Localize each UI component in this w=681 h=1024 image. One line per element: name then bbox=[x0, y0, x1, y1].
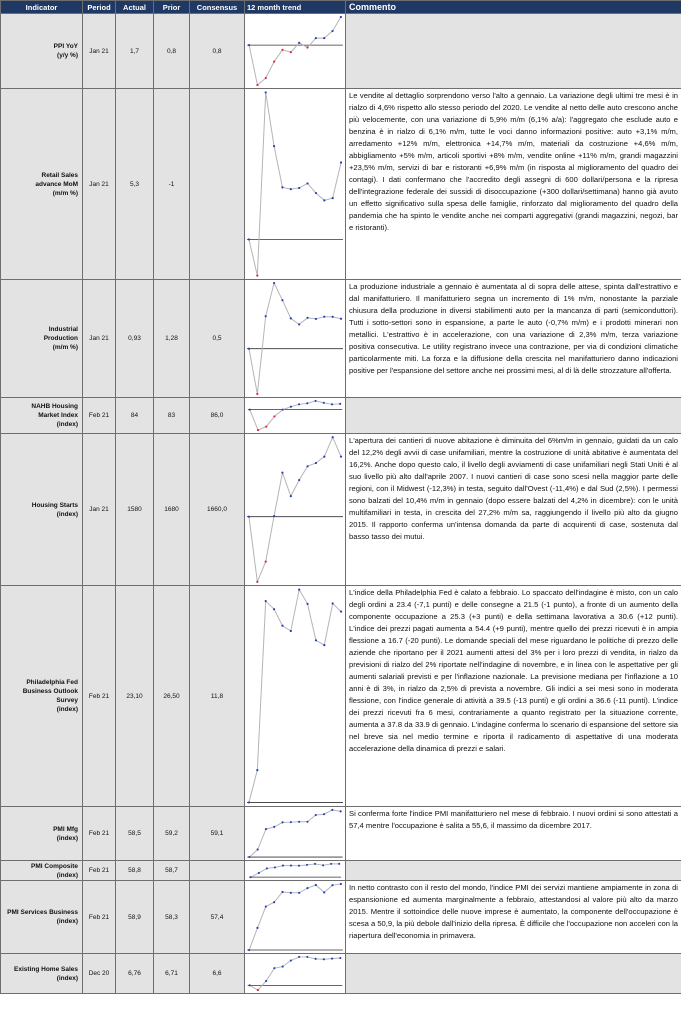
trend-line bbox=[249, 884, 341, 950]
trend-point bbox=[248, 516, 250, 518]
trend-point bbox=[265, 561, 267, 563]
indicator-row bbox=[1, 861, 681, 881]
indicator-row bbox=[1, 398, 681, 434]
consensus-cell: 57,4 bbox=[190, 881, 245, 954]
actual-cell: 5,3 bbox=[116, 89, 154, 280]
consensus-cell: 6,6 bbox=[190, 954, 245, 994]
trend-point bbox=[248, 856, 250, 858]
trend-point bbox=[256, 393, 258, 395]
indicator-name: Industrial Production (m/m %) bbox=[1, 280, 83, 398]
trend-point bbox=[331, 958, 333, 960]
trend-line bbox=[249, 283, 341, 394]
trend-point bbox=[298, 865, 300, 867]
trend-line bbox=[249, 437, 341, 582]
trend-point bbox=[331, 884, 333, 886]
trend-point bbox=[290, 821, 292, 823]
trend-point bbox=[298, 479, 300, 481]
trend-point bbox=[315, 37, 317, 39]
trend-point bbox=[273, 967, 275, 969]
indicator-name: NAHB Housing Market Index (index) bbox=[1, 398, 83, 434]
trend-point bbox=[256, 927, 258, 929]
indicator-row bbox=[1, 434, 681, 586]
indicator-name: PMI Composite (index) bbox=[1, 861, 83, 881]
trend-point bbox=[281, 49, 283, 51]
trend-point bbox=[298, 821, 300, 823]
trend-point bbox=[281, 821, 283, 823]
trend-point bbox=[265, 828, 267, 830]
trend-chart bbox=[245, 89, 346, 280]
comment-cell bbox=[346, 14, 681, 89]
trend-point bbox=[331, 809, 333, 811]
trend-point bbox=[290, 406, 292, 408]
trend-point bbox=[249, 984, 251, 986]
trend-point bbox=[281, 186, 283, 188]
trend-point bbox=[273, 145, 275, 147]
trend-point bbox=[340, 883, 342, 885]
trend-point bbox=[332, 602, 334, 604]
trend-point bbox=[265, 905, 267, 907]
actual-cell: 0,93 bbox=[116, 280, 154, 398]
trend-point bbox=[330, 863, 332, 865]
indicator-name: Philadelphia Fed Business Outlook Survey (index) bbox=[1, 586, 83, 807]
trend-point bbox=[281, 472, 283, 474]
consensus-cell: 59,1 bbox=[190, 807, 245, 861]
prior-cell: 58,3 bbox=[154, 881, 190, 954]
trend-chart bbox=[245, 586, 346, 807]
consensus-cell: 1660,0 bbox=[190, 434, 245, 586]
trend-point bbox=[323, 958, 325, 960]
trend-point bbox=[298, 187, 300, 189]
header-consensus: Consensus bbox=[190, 1, 245, 14]
actual-cell: 23,10 bbox=[116, 586, 154, 807]
trend-point bbox=[306, 46, 308, 48]
trend-point bbox=[338, 863, 340, 865]
trend-point bbox=[306, 603, 308, 605]
trend-point bbox=[306, 821, 308, 823]
trend-point bbox=[306, 182, 308, 184]
actual-cell: 1,7 bbox=[116, 14, 154, 89]
trend-point bbox=[256, 581, 258, 583]
comment-cell: Si conferma forte l'indice PMI manifatturiero nel mese di febbraio. I nuovi ordini si sono attestati a 57,4 mentre l'occupazione è salita a 55,6, il massimo da dicembre 2017. bbox=[346, 807, 681, 861]
trend-chart bbox=[245, 881, 346, 954]
indicator-row bbox=[1, 89, 681, 280]
sparkline bbox=[245, 954, 345, 993]
trend-point bbox=[315, 958, 317, 960]
sparkline bbox=[245, 280, 345, 397]
trend-line bbox=[249, 92, 341, 275]
trend-point bbox=[298, 956, 300, 958]
trend-point bbox=[266, 867, 268, 869]
consensus-cell: 0,5 bbox=[190, 280, 245, 398]
trend-point bbox=[340, 456, 342, 458]
trend-point bbox=[248, 348, 250, 350]
trend-point bbox=[290, 959, 292, 961]
trend-point bbox=[265, 77, 267, 79]
trend-line bbox=[249, 810, 340, 857]
period-cell: Feb 21 bbox=[83, 807, 116, 861]
trend-point bbox=[306, 956, 308, 958]
period-cell: Feb 21 bbox=[83, 586, 116, 807]
trend-point bbox=[273, 608, 275, 610]
indicator-row bbox=[1, 954, 681, 994]
header-row bbox=[1, 1, 681, 14]
sparkline bbox=[245, 398, 345, 433]
prior-cell: 0,8 bbox=[154, 14, 190, 89]
trend-point bbox=[306, 402, 308, 404]
indicator-name: Housing Starts (index) bbox=[1, 434, 83, 586]
actual-cell: 58,5 bbox=[116, 807, 154, 861]
trend-point bbox=[340, 318, 342, 320]
trend-point bbox=[298, 323, 300, 325]
actual-cell: 84 bbox=[116, 398, 154, 434]
trend-point bbox=[340, 161, 342, 163]
trend-point bbox=[282, 966, 284, 968]
trend-line bbox=[251, 864, 339, 877]
sparkline bbox=[245, 14, 345, 88]
comment-cell: Le vendite al dettaglio sorprendono verso l'alto a gennaio. La variazione degli ultimi tre mesi è in rialzo di 4,6% rispetto allo stesso periodo del 2020. Le vendite al netto delle auto crescono anche più velocemente, con una variazione di 5,9% m/m (6,1% a/a): l'aggregato che esclude auto e benzina è in rialzo di 6,1% m/m, tutte le voci danno informazioni positive: auto +3,1% m/m, arredamento +12% m/m, elettronica +14,7% m/m, materiali da costruzione +4,6% m/m, abbigliamento +5% m/m, articoli sportivi +8% m/m, vendite online +11% m/m, grandi magazzini +23,5% m/m, servizi di bar e ristoranti +6,9% m/m (in risposta al miglioramento del quadro dei contagi). I dati confermano che l'accredito degli assegni di 600 dollari/persona e la ripresa dell'integrazione federale dei sussidi di disoccupazione (+300 dollari/settimana) hanno già avuto un effetto significativo sulla spesa delle famiglie, rinforzato dal miglioramento del quadro della pandemia che ha spinto le vendite anche nei comparti aggregativi (grandi magazzini, negozi, bar e ristoranti). bbox=[346, 89, 681, 280]
trend-point bbox=[265, 91, 267, 93]
sparkline bbox=[245, 807, 345, 860]
trend-point bbox=[281, 625, 283, 627]
actual-cell: 58,8 bbox=[116, 861, 154, 881]
trend-point bbox=[306, 887, 308, 889]
comment-cell bbox=[346, 954, 681, 994]
trend-point bbox=[256, 84, 258, 86]
trend-point bbox=[250, 876, 252, 878]
trend-point bbox=[248, 801, 250, 803]
header-trend: 12 month trend bbox=[245, 1, 346, 14]
prior-cell: 1680 bbox=[154, 434, 190, 586]
period-cell: Feb 21 bbox=[83, 861, 116, 881]
trend-chart bbox=[245, 14, 346, 89]
trend-point bbox=[273, 901, 275, 903]
trend-point bbox=[281, 891, 283, 893]
trend-point bbox=[323, 813, 325, 815]
actual-cell: 1580 bbox=[116, 434, 154, 586]
trend-point bbox=[306, 317, 308, 319]
trend-point bbox=[273, 415, 275, 417]
trend-point bbox=[315, 318, 317, 320]
indicator-name: PMI Services Business (index) bbox=[1, 881, 83, 954]
period-cell: Feb 21 bbox=[83, 881, 116, 954]
consensus-cell: 86,0 bbox=[190, 398, 245, 434]
trend-point bbox=[315, 192, 317, 194]
prior-cell: 59,2 bbox=[154, 807, 190, 861]
comment-cell: In netto contrasto con il resto del mondo, l'indice PMI dei servizi mantiene ampiamente in zona di espansionione ed aumenta marginalmente a febbraio, attestandosi al valore più alto da marzo 2015. Mentre il sottoindice delle nuove imprese è aumentato, la componente dell'occupazione è scesa a 50,9, la più debole dall'inizio della ripresa. È difficile che l'occupazione non acceleri con la riapertura dell'economia in primavera. bbox=[346, 881, 681, 954]
trend-point bbox=[290, 188, 292, 190]
period-cell: Jan 21 bbox=[83, 280, 116, 398]
comment-cell: L'indice della Philadelphia Fed è calato a febbraio. Lo spaccato dell'indagine è misto, con un calo degli ordini a 23.4 (-7,1 punti) e delle consegne a 21.5 (-1 punto), a fronte di un aumento della componente occupazione a 25.3 (+3 punti) e della settimana lavorativa a 30.6 (+12 punti). L'indice dei prezzi pagati aumenta a 54.4 (+9 punti), mentre quello dei prezzi ricevuti è in ampia flessione a 16.7 (-20 punti). Le domande speciali del mese riguardano le politiche di prezzo delle aziende che riportano per il 2021 aumenti attesi del 3% per i loro prezzi di vendita, in rialzo da previsioni di rialzo del 2% riportate nell'indagine di novembre, e in linea con le aspettative per gli aumenti salariali previsti e per l'inflazione nazionale. La previsione mediana per l'inflazione a 10 anni è di 3%, in rialzo da 2,5% di prevista a novembre. Gli indici a sei mesi sono in moderata flessione, con l'indice generale di attività a 39.5 (-13 punti) e gli ordini a 36.6 (-11 punti). L'indice dei prezzi ricevuti fra 6 mesi, contrariamente a quanto registrato per la situazione corrente, aumenta a 37.8 da 33.9 di gennaio. L'indagine conferma lo scenario di espansione del settore sia nel breve sia nel medio termine e riporta il radicamento di aspettative di una moderata accelerazione della dinamica di prezzi e salari. bbox=[346, 586, 681, 807]
trend-point bbox=[314, 863, 316, 865]
period-cell: Jan 21 bbox=[83, 434, 116, 586]
trend-point bbox=[315, 814, 317, 816]
period-cell: Dec 20 bbox=[83, 954, 116, 994]
actual-cell: 58,9 bbox=[116, 881, 154, 954]
comment-cell bbox=[346, 861, 681, 881]
trend-point bbox=[248, 238, 250, 240]
trend-point bbox=[323, 199, 325, 201]
comment-cell: La produzione industriale a gennaio è aumentata al di sopra delle attese, spinta dall'estrattivo e dal manifatturiero. Il manifatturiero segna un incremento di 1% m/m, nonostante la parziale chiusura della produzione in diversi stabilimenti auto per la mancanza di parti (semiconduttori). Tutti i sotto-settori sono in espansione, a parte le auto (-0,7% m/m) e i prodotti minerari non metallici. L'estrattivo è in accelerazione, con una variazione di 2,3% m/m, terza variazione positiva consecutiva. Le utility registrano invece una contrazione, per via di condizioni climatiche particolarmente miti. La forza e la diffusione della crescita nel manifatturiero danno indicazioni positive per l'espansione del settore anche nei prossimi mesi, al di là delle strozzature all'offerta. bbox=[346, 280, 681, 398]
prior-cell: 26,50 bbox=[154, 586, 190, 807]
trend-point bbox=[274, 866, 276, 868]
indicator-row bbox=[1, 807, 681, 861]
trend-line bbox=[249, 17, 341, 85]
trend-point bbox=[265, 980, 267, 982]
trend-point bbox=[298, 403, 300, 405]
trend-point bbox=[332, 197, 334, 199]
trend-point bbox=[265, 426, 267, 428]
comment-cell bbox=[346, 398, 681, 434]
indicator-name: Retail Sales advance MoM (m/m %) bbox=[1, 89, 83, 280]
trend-point bbox=[315, 639, 317, 641]
consensus-cell: 11,8 bbox=[190, 586, 245, 807]
trend-point bbox=[323, 402, 325, 404]
trend-point bbox=[290, 51, 292, 53]
trend-line bbox=[250, 401, 340, 430]
trend-point bbox=[322, 864, 324, 866]
consensus-cell bbox=[190, 861, 245, 881]
indicator-name: PMI Mfg (index) bbox=[1, 807, 83, 861]
trend-point bbox=[340, 611, 342, 613]
prior-cell: 58,7 bbox=[154, 861, 190, 881]
sparkline bbox=[245, 434, 345, 585]
trend-point bbox=[258, 872, 260, 874]
trend-point bbox=[248, 44, 250, 46]
trend-point bbox=[265, 600, 267, 602]
trend-point bbox=[290, 865, 292, 867]
prior-cell: 1,28 bbox=[154, 280, 190, 398]
trend-point bbox=[323, 644, 325, 646]
trend-point bbox=[323, 891, 325, 893]
actual-cell: 6,76 bbox=[116, 954, 154, 994]
trend-point bbox=[273, 826, 275, 828]
header-period: Period bbox=[83, 1, 116, 14]
prior-cell: 83 bbox=[154, 398, 190, 434]
sparkline bbox=[245, 89, 345, 279]
trend-point bbox=[257, 989, 259, 991]
prior-cell: -1 bbox=[154, 89, 190, 280]
sparkline bbox=[245, 586, 345, 806]
trend-point bbox=[340, 16, 342, 18]
trend-point bbox=[314, 400, 316, 402]
trend-point bbox=[282, 865, 284, 867]
comment-cell: L'apertura dei cantieri di nuove abitazione è diminuita del 6%m/m in gennaio, guidati da un calo del 12,2% degli avvii di case unifamiliari, mentre la costruzione di unità abitative è aumentata del 16,2%. Anche dopo questo calo, il livello degli avviamenti di case unifamiliari negli Stati Uniti è al suo livello più alto dall'aprile 2007. I nuovi cantieri di case sono scesi nella maggior parte delle regioni, con il Midwest (-12,3%) in testa, seguito dall'Ovest (-11,4%) e dal Sud (2,5%). I permessi sono balzati del 10,4% m/m in gennaio (dopo essere balzati del 4,2% in dicembre): con le unità multifamiliari in testa, in crescita del 27,2% m/m sa, raggiungendo il livello più alto da giugno 2015. Il rapporto conferma un'intensa domanda da parte di acquirenti di case, sostenuta dal basso tasso dei mutui. bbox=[346, 434, 681, 586]
header-indicator: Indicator bbox=[1, 1, 83, 14]
trend-point bbox=[265, 315, 267, 317]
trend-chart bbox=[245, 954, 346, 994]
trend-point bbox=[273, 515, 275, 517]
trend-point bbox=[248, 949, 250, 951]
trend-point bbox=[257, 429, 259, 431]
header-comment: Commento bbox=[346, 1, 681, 14]
indicator-row bbox=[1, 14, 681, 89]
trend-point bbox=[332, 436, 334, 438]
trend-point bbox=[290, 495, 292, 497]
trend-chart bbox=[245, 861, 346, 881]
trend-chart bbox=[245, 434, 346, 586]
trend-point bbox=[323, 316, 325, 318]
period-cell: Jan 21 bbox=[83, 89, 116, 280]
trend-point bbox=[249, 409, 251, 411]
trend-point bbox=[298, 892, 300, 894]
trend-chart bbox=[245, 280, 346, 398]
period-cell: Feb 21 bbox=[83, 398, 116, 434]
trend-point bbox=[273, 60, 275, 62]
trend-point bbox=[323, 37, 325, 39]
trend-point bbox=[290, 892, 292, 894]
prior-cell: 6,71 bbox=[154, 954, 190, 994]
indicator-row bbox=[1, 881, 681, 954]
trend-point bbox=[315, 462, 317, 464]
trend-point bbox=[273, 282, 275, 284]
trend-point bbox=[306, 864, 308, 866]
indicator-row bbox=[1, 280, 681, 398]
trend-point bbox=[298, 42, 300, 44]
trend-point bbox=[315, 884, 317, 886]
period-cell: Jan 21 bbox=[83, 14, 116, 89]
trend-point bbox=[298, 588, 300, 590]
trend-point bbox=[340, 810, 342, 812]
trend-point bbox=[306, 465, 308, 467]
trend-point bbox=[290, 630, 292, 632]
consensus-cell: 0,8 bbox=[190, 14, 245, 89]
header-actual: Actual bbox=[116, 1, 154, 14]
indicator-name: PPI YoY (y/y %) bbox=[1, 14, 83, 89]
header-prior: Prior bbox=[154, 1, 190, 14]
indicator-row bbox=[1, 586, 681, 807]
trend-point bbox=[331, 403, 333, 405]
sparkline bbox=[245, 861, 345, 880]
trend-point bbox=[339, 403, 341, 405]
trend-point bbox=[332, 316, 334, 318]
trend-point bbox=[282, 409, 284, 411]
trend-point bbox=[281, 299, 283, 301]
trend-chart bbox=[245, 807, 346, 861]
consensus-cell bbox=[190, 89, 245, 280]
trend-point bbox=[339, 957, 341, 959]
trend-point bbox=[257, 848, 259, 850]
trend-point bbox=[323, 456, 325, 458]
indicator-name: Existing Home Sales (index) bbox=[1, 954, 83, 994]
trend-chart bbox=[245, 398, 346, 434]
trend-point bbox=[256, 769, 258, 771]
trend-point bbox=[256, 274, 258, 276]
trend-line bbox=[249, 590, 341, 803]
trend-point bbox=[290, 317, 292, 319]
sparkline bbox=[245, 881, 345, 953]
trend-point bbox=[331, 30, 333, 32]
